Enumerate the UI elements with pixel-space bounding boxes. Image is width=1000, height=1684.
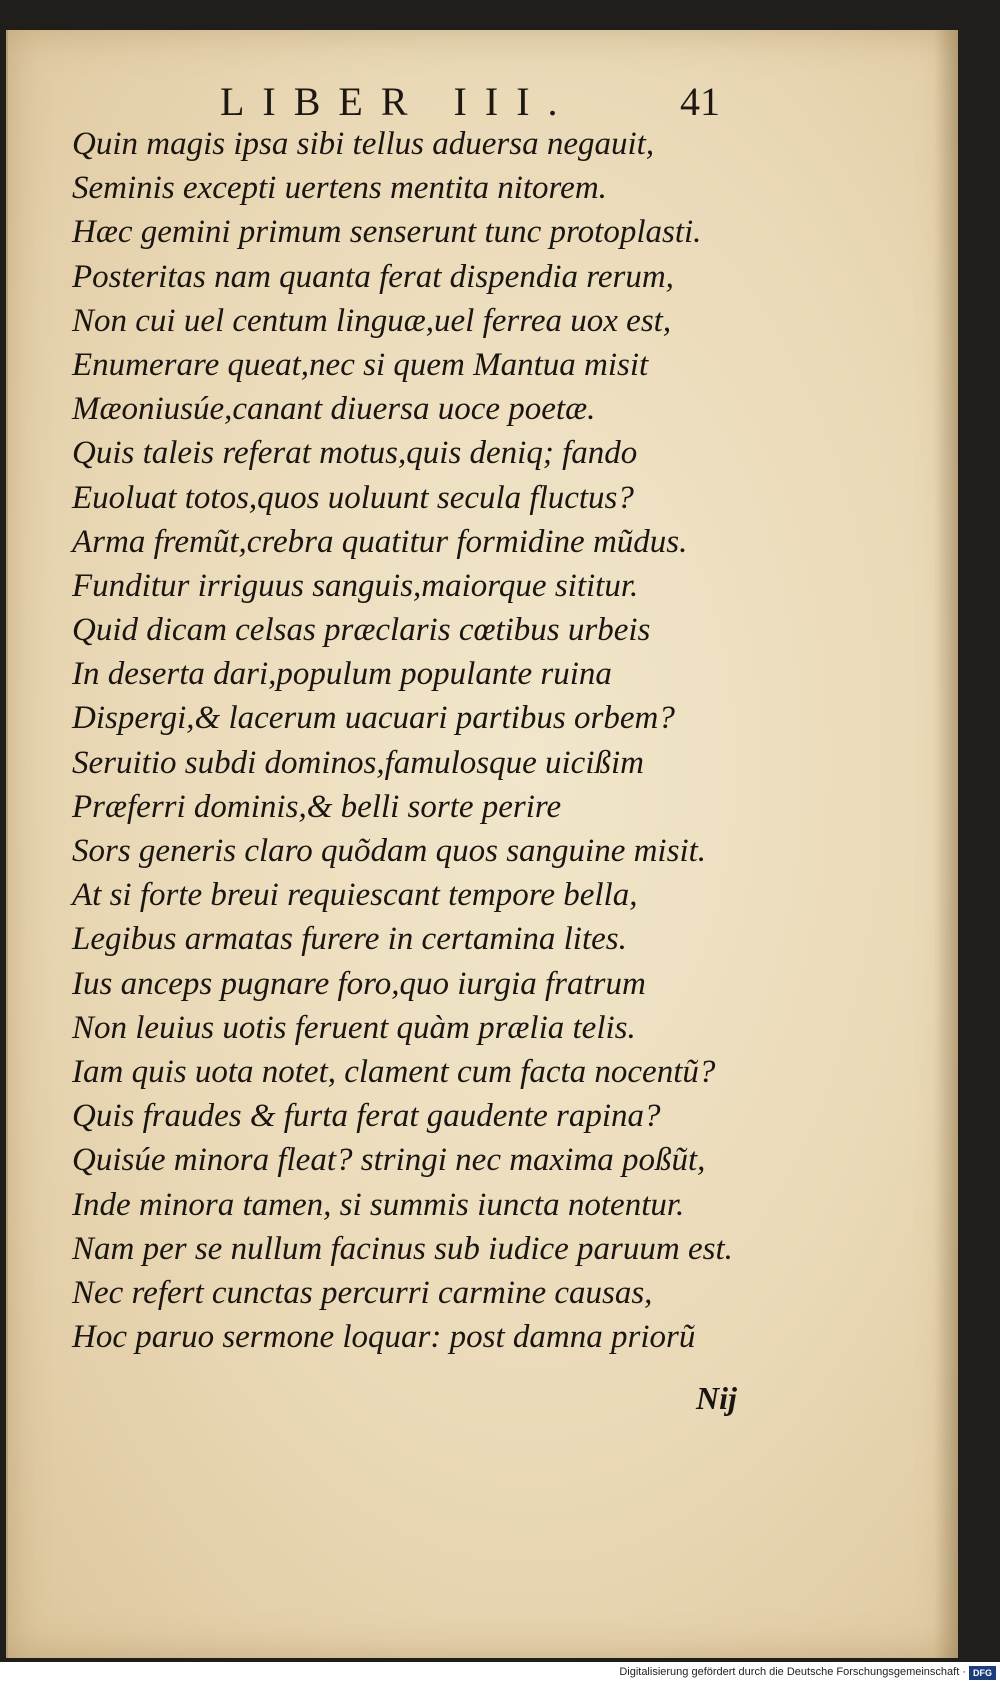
catchword-signature: Nij bbox=[696, 1380, 737, 1416]
verse-line: Quis taleis referat motus,quis deniq; fando bbox=[72, 435, 638, 472]
verse-line: In deserta dari,populum populante ruina bbox=[72, 656, 612, 693]
verse-line: Arma fremũt,crebra quatitur formidine mũdus. bbox=[72, 523, 688, 560]
page-edge-shadow bbox=[934, 30, 958, 1658]
verse-line: Nam per se nullum facinus sub iudice paruum est. bbox=[72, 1230, 733, 1267]
verse-line: Ius anceps pugnare foro,quo iurgia fratrum bbox=[72, 965, 646, 1002]
page-number: 41 bbox=[680, 79, 720, 124]
dfg-logo-icon: DFG bbox=[969, 1666, 996, 1680]
verse-line: Euoluat totos,quos uoluunt secula fluctus? bbox=[72, 479, 634, 516]
verse-line: Hæc gemini primum senserunt tunc protoplasti. bbox=[72, 214, 702, 251]
running-head: LIBER III. bbox=[220, 79, 576, 124]
verse-line: Iam quis uota notet, clament cum facta nocentũ? bbox=[72, 1053, 716, 1090]
verse-line: Posteritas nam quanta ferat dispendia rerum, bbox=[72, 258, 674, 295]
verse-line: Mæoniusúe,canant diuersa uoce poetæ. bbox=[72, 391, 596, 428]
verse-line: Inde minora tamen, si summis iuncta notentur. bbox=[72, 1186, 685, 1223]
verse-line: Enumerare queat,nec si quem Mantua misit bbox=[72, 346, 649, 383]
verse-line: Seruitio subdi dominos,famulosque uicißim bbox=[72, 744, 644, 781]
verse-line: Quid dicam celsas præclaris cœtibus urbeis bbox=[72, 612, 651, 649]
digitization-footer bbox=[0, 1662, 1000, 1684]
verse-line: Seminis excepti uertens mentita nitorem. bbox=[72, 170, 607, 207]
verse-line: Quin magis ipsa sibi tellus aduersa negauit, bbox=[72, 126, 655, 162]
verse-line: Hoc paruo sermone loquar: post damna priorũ bbox=[72, 1319, 696, 1356]
verse-line: Quis fraudes & furta ferat gaudente rapina? bbox=[72, 1098, 661, 1135]
verse-line: Quisúe minora fleat? stringi nec maxima poßũt, bbox=[72, 1142, 706, 1179]
verse-line: Non leuius uotis feruent quàm prælia telis. bbox=[72, 1009, 636, 1046]
verse-line: Præferri dominis,& belli sorte perire bbox=[72, 788, 562, 825]
verse-line: Dispergi,& lacerum uacuari partibus orbem? bbox=[72, 700, 675, 737]
verse-line: Nec refert cunctas percurri carmine causas, bbox=[72, 1274, 653, 1311]
verse-line: At si forte breui requiescant tempore bella, bbox=[72, 877, 638, 914]
verse-line: Sors generis claro quõdam quos sanguine misit. bbox=[72, 833, 707, 869]
verse-line: Legibus armatas furere in certamina lites. bbox=[72, 921, 627, 958]
verse-line: Non cui uel centum linguæ,uel ferrea uox est, bbox=[72, 302, 672, 339]
verse-line: Funditur irriguus sanguis,maiorque sititur. bbox=[72, 567, 639, 604]
verse-text bbox=[72, 122, 772, 1359]
funding-credit: Digitalisierung gefördert durch die Deutsche Forschungsgemeinschaft · bbox=[619, 1666, 966, 1678]
